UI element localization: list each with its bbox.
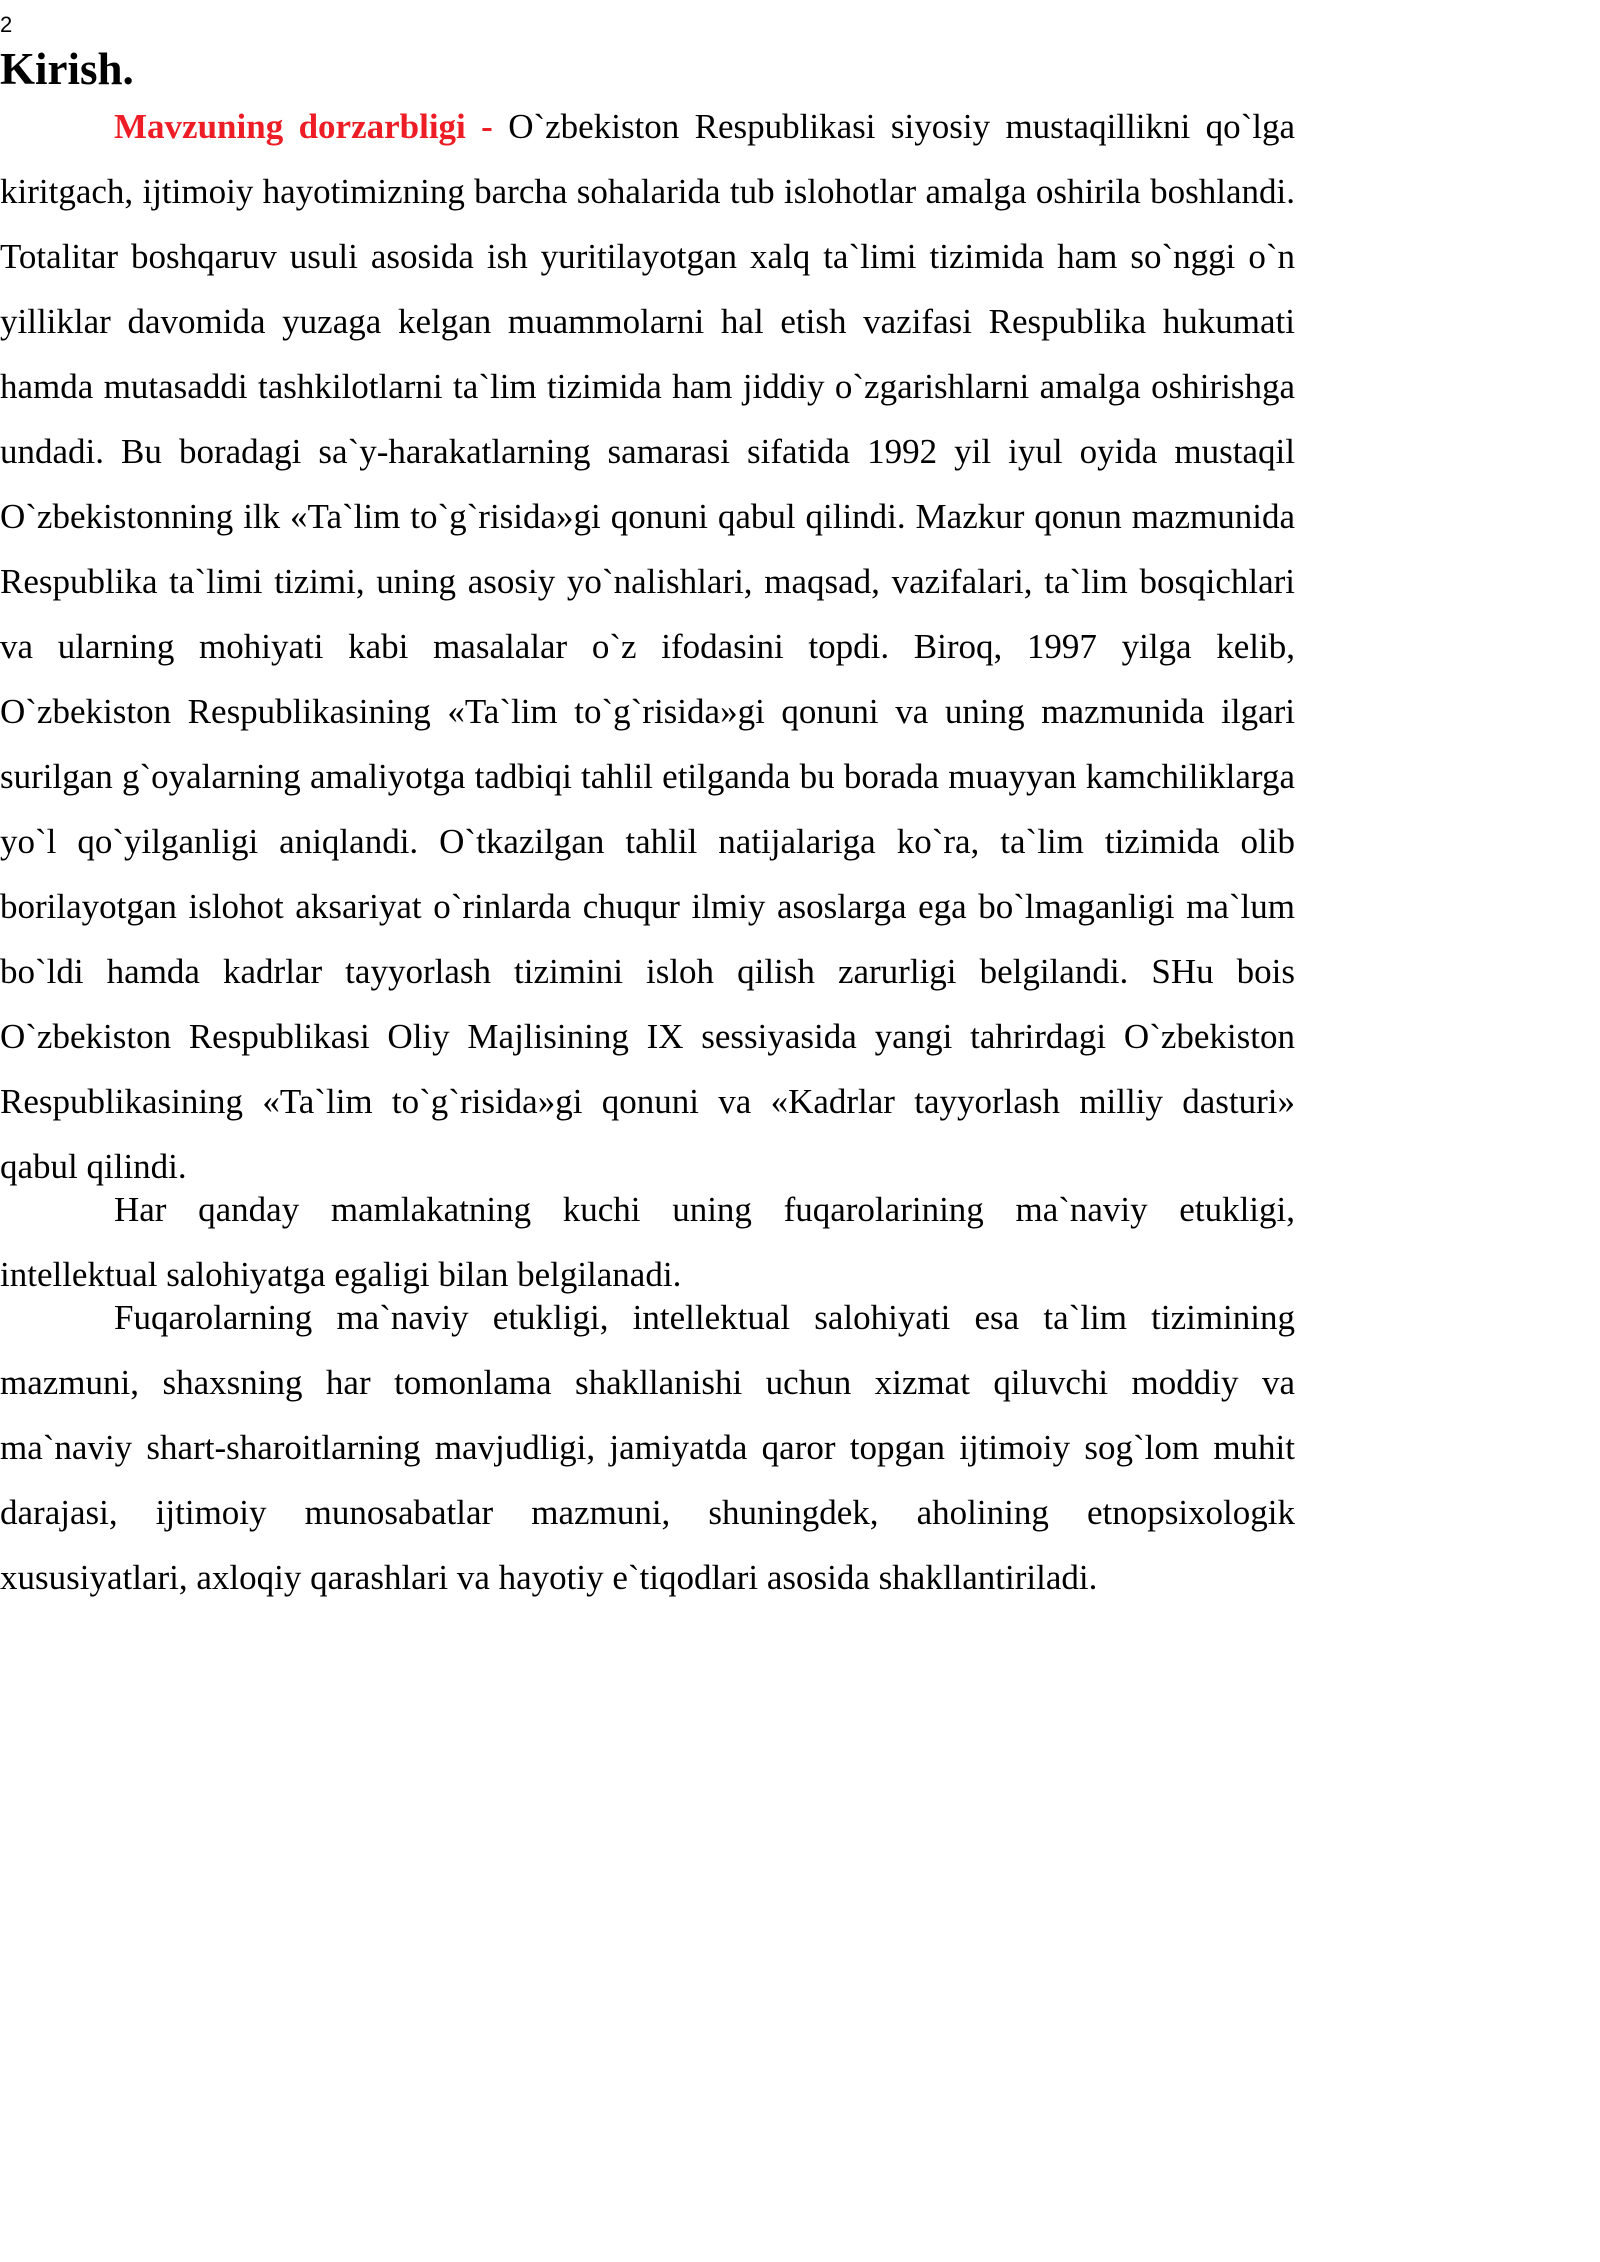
paragraph-citizens-maturity: Fuqarolarning ma`naviy etukligi, intellektual salohiyati esa ta`lim tizimining mazmuni, shaxsning har tomonlama shakllanishi uchun xizmat qiluvchi moddiy va ma`naviy shart-sharoitlarning mavjudligi, jamiyatda qaror topgan ijtimoiy sog`lom muhit darajasi, ijtimoiy munosabatlar mazmuni, shuningdek, aholining etnopsixologik xususiyatlari, axloqiy qarashlari va hayotiy e`tiqodlari asosida shakllantiriladi. (0, 1298, 1295, 1597)
paragraph-text: O`zbekiston Respublikasi siyosiy mustaqillikni qo`lga kiritgach, ijtimoiy hayotimizning barcha sohalarida tub islohotlar amalga oshirila boshlandi. Totalitar boshqaruv usuli asosida ish yuritilayotgan xalq ta`limi tizimida ham so`nggi o`n yilliklar davomida yuzaga kelgan muammolarni hal etish vazifasi Respublika hukumati hamda mutasaddi tashkilotlarni ta`lim tizimida ham jiddiy o`zgarishlarni amalga oshirishga undadi. Bu boradagi sa`y-harakatlarning samarasi sifatida 1992 yil iyul oyida mustaqil O`zbekistonning ilk «Ta`lim to`g`risida»gi qonuni qabul qilindi. Mazkur qonun mazmunida Respublika ta`limi tizimi, uning asosiy yo`nalishlari, maqsad, vazifalari, ta`lim bosqichlari va ularning mohiyati kabi masalalar o`z ifodasini topdi. Biroq, 1997 yilga kelib, O`zbekiston Respublikasining «Ta`lim to`g`risida»gi qonuni va uning mazmunida ilgari surilgan g`oyalarning amaliyotga tadbiqi tahlil etilganda bu borada muayyan kamchiliklarga yo`l qo`yilganligi aniqlandi. O`tkazilgan tahlil natijalariga ko`ra, ta`lim tizimida olib borilayotgan islohot aksariyat o`rinlarda chuqur ilmiy asoslarga ega bo`lmaganligi ma`lum bo`ldi hamda kadrlar tayyorlash tizimini isloh qilish zarurligi belgilandi. SHu bois O`zbekiston Respublikasi Oliy Majlisining IX sessiyasida yangi tahrirdagi O`zbekiston Respublikasining «Ta`lim to`g`risida»gi qonuni va «Kadrlar tayyorlash milliy dasturi» qabul qilindi. (0, 107, 1295, 1186)
paragraph-national-strength: Har qanday mamlakatning kuchi uning fuqarolarining ma`naviy etukligi, intellektual salohiyatga egaligi bilan belgilanadi. (0, 1190, 1295, 1294)
relevance-label: Mavzuning dorzarbligi - (114, 107, 493, 146)
body-text (0, 94, 1295, 1610)
page-number: 2 (0, 12, 13, 37)
section-heading: Kirish. (0, 44, 134, 94)
paragraph-relevance (0, 94, 1295, 1199)
